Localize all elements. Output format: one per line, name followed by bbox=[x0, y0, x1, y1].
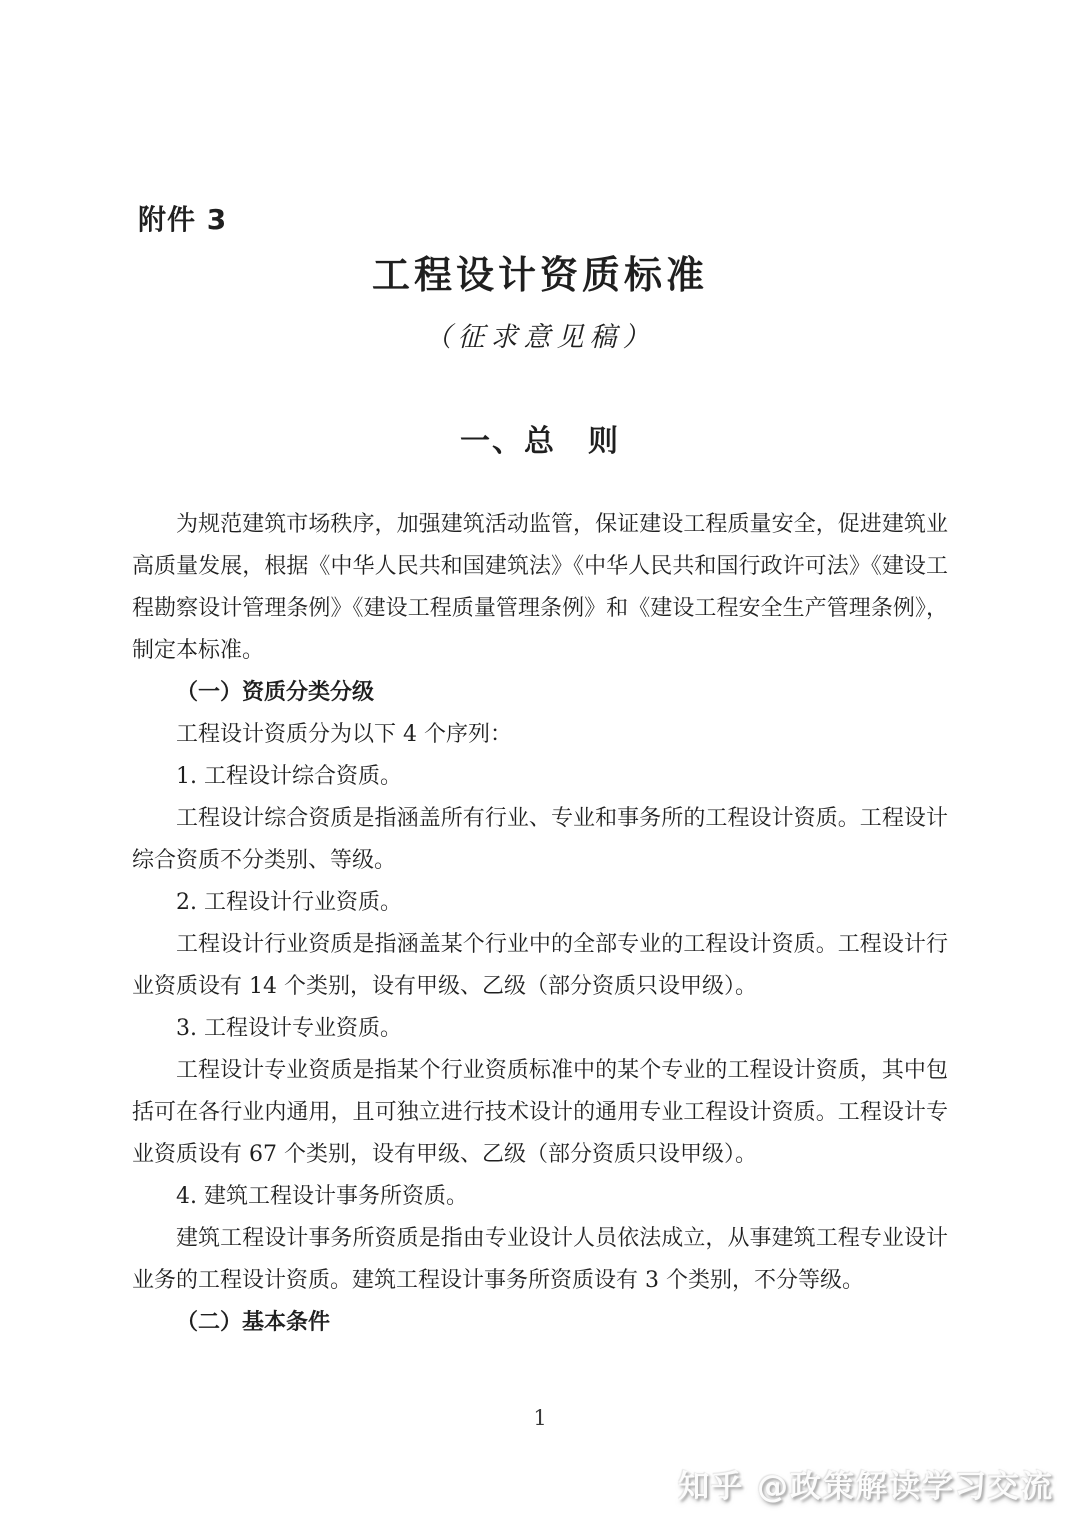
paragraph-item-1-detail: 工程设计综合资质是指涵盖所有行业、专业和事务所的工程设计资质。工程设计综合资质不分类别、等级。 bbox=[132, 806, 948, 873]
paragraph-item-4: 4. 建筑工程设计事务所资质。 bbox=[176, 1184, 468, 1209]
document-title: 工程设计资质标准 bbox=[371, 252, 708, 297]
subsection-heading-classification: （一）资质分类分级 bbox=[176, 680, 375, 705]
paragraph-item-2: 2. 工程设计行业资质。 bbox=[176, 890, 402, 915]
paragraph-item-3: 3. 工程设计专业资质。 bbox=[176, 1016, 402, 1041]
paragraph-series-intro: 工程设计资质分为以下 4 个序列： bbox=[176, 722, 512, 747]
document-subtitle: （征求意见稿） bbox=[424, 322, 656, 353]
zhihu-watermark: 知乎 @政策解读学习交流 bbox=[678, 1469, 1054, 1505]
page-number: 1 bbox=[533, 1406, 547, 1430]
paragraph-item-4-detail: 建筑工程设计事务所资质是指由专业设计人员依法成立，从事建筑工程专业设计业务的工程设计资质。建筑工程设计事务所资质设有 3 个类别，不分等级。 bbox=[132, 1226, 948, 1293]
attachment-label: 附件 3 bbox=[138, 203, 228, 236]
paragraph-item-2-detail: 工程设计行业资质是指涵盖某个行业中的全部专业的工程设计资质。工程设计行业资质设有 14 个类别，设有甲级、乙级（部分资质只设甲级）。 bbox=[132, 932, 948, 999]
paragraph-item-3-detail: 工程设计专业资质是指某个行业资质标准中的某个专业的工程设计资质，其中包括可在各行业内通用，且可独立进行技术设计的通用专业工程设计资质。工程设计专业资质设有 67 个类别，设有甲级、乙级（部分资质只设甲级）。 bbox=[132, 1058, 948, 1167]
paragraph-item-1: 1. 工程设计综合资质。 bbox=[176, 764, 402, 789]
document-body bbox=[132, 504, 948, 1344]
subsection-heading-basic-conditions: （二）基本条件 bbox=[176, 1310, 331, 1335]
paragraph-intro: 为规范建筑市场秩序，加强建筑活动监管，保证建设工程质量安全，促进建筑业高质量发展，根据《中华人民共和国建筑法》《中华人民共和国行政许可法》《建设工程勘察设计管理条例》《建设工程质量管理条例》和《建设工程安全生产管理条例》，制定本标准。 bbox=[132, 512, 948, 663]
section-heading-general-provisions: 一、总 则 bbox=[460, 424, 620, 459]
